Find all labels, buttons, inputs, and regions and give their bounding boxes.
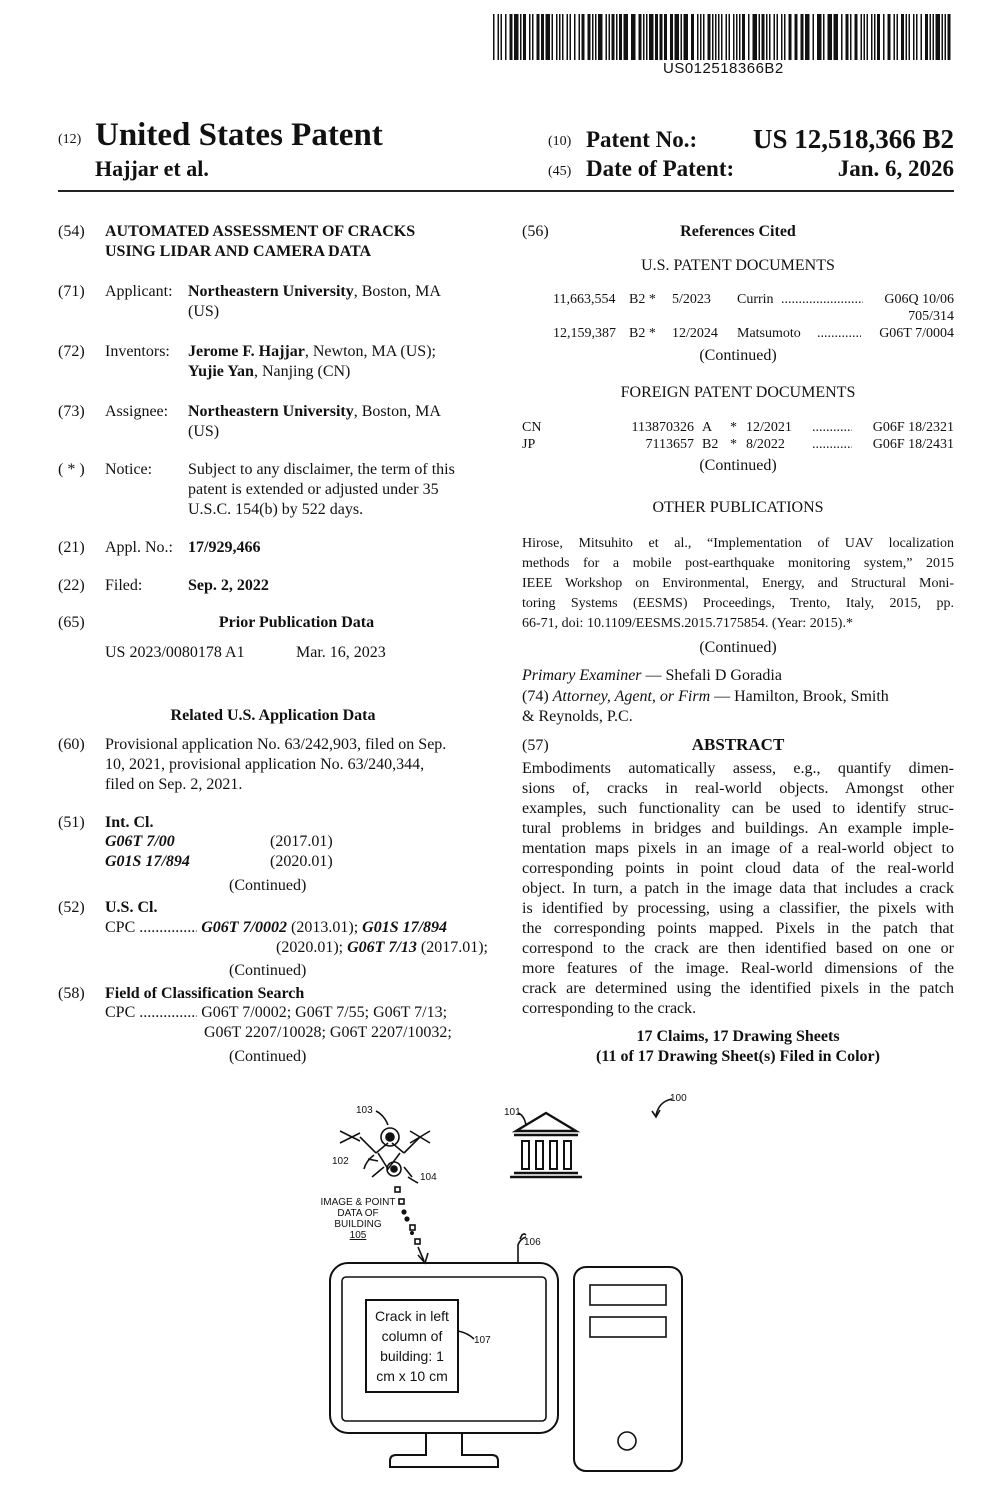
- us-cl-leader: [139, 918, 197, 938]
- code-74: (74): [522, 688, 549, 705]
- barcode-bar: [729, 14, 731, 60]
- appl-no: 17/929,466: [188, 539, 261, 556]
- barcode-bar: [579, 14, 581, 60]
- barcode-bar: [592, 14, 594, 60]
- barcode-bar: [784, 14, 786, 60]
- code-56: (56): [522, 223, 549, 240]
- related-line-2: 10, 2021, provisional application No. 63/240,344,: [105, 756, 425, 773]
- barcode-bar: [708, 14, 711, 60]
- abstract-line: crack are determined using the identified pixels in the patch: [522, 980, 954, 997]
- barcode-bar: [541, 14, 544, 60]
- us-cl-cpc-label: CPC: [105, 919, 136, 936]
- foreign-doc-number: 113870326: [631, 420, 694, 435]
- barcode-bar: [609, 14, 611, 60]
- field-search-line-1: [105, 1003, 447, 1023]
- barcode-bar: [753, 14, 758, 60]
- foreign-doc-leader: [812, 419, 852, 436]
- other-pubs-heading: OTHER PUBLICATIONS: [652, 499, 824, 516]
- barcode-bar: [612, 14, 615, 60]
- abstract-line: correspond to the crack are then identified based on one or: [522, 940, 954, 957]
- barcode-bar: [681, 14, 683, 60]
- barcode-bar: [574, 14, 576, 60]
- crack-report-line-4: cm x 10 cm: [376, 1368, 448, 1384]
- crack-report-line-3: building: 1: [380, 1348, 444, 1364]
- foreign-doc-country: CN: [522, 420, 542, 435]
- us-doc-row: [545, 325, 954, 342]
- patent-number: US 12,518,366 B2: [752, 124, 954, 154]
- header-rule: [58, 190, 954, 192]
- barcode-bar: [888, 14, 891, 60]
- inventor-1-name: Jerome F. Hajjar: [188, 343, 305, 360]
- barcode-bar: [861, 14, 863, 60]
- barcode-bar: [871, 14, 873, 60]
- barcode-bar: [774, 14, 776, 60]
- barcode-bar: [733, 14, 735, 60]
- barcode-bar: [777, 14, 779, 60]
- foreign-doc-class: G06F 18/2321: [872, 420, 954, 435]
- barcode-bar: [523, 14, 526, 60]
- invention-title-1: AUTOMATED ASSESSMENT OF CRACKS: [105, 223, 416, 240]
- barcode-bar: [588, 14, 591, 60]
- barcode-bar: [813, 14, 815, 60]
- us-doc-date: 5/2023: [672, 292, 711, 307]
- barcode-bar: [556, 14, 558, 60]
- abstract-body: [522, 759, 954, 1019]
- us-docs-continued: (Continued): [699, 347, 777, 364]
- filed-date: Sep. 2, 2022: [188, 577, 269, 594]
- ref-105-label: 105: [349, 1230, 367, 1241]
- barcode-graphic: [493, 14, 953, 60]
- int-cl-heading: Int. Cl.: [105, 814, 154, 831]
- barcode-bar: [942, 14, 944, 60]
- barcode-bar: [697, 14, 699, 60]
- notice-text-3: U.S.C. 154(b) by 522 days.: [188, 501, 364, 518]
- applicant-name: Northeastern University: [188, 283, 354, 300]
- notice-text-2: patent is extended or adjusted under 35: [188, 481, 439, 498]
- related-line-1: Provisional application No. 63/242,903, filed on Sep.: [105, 736, 447, 753]
- ref-107-label: 107: [474, 1335, 491, 1346]
- barcode-bar: [655, 14, 658, 60]
- barcode-bar: [715, 14, 717, 60]
- barcode-bar: [759, 14, 761, 60]
- barcode-bar: [834, 14, 839, 60]
- abstract-line: is identified by processing, using a classifier, the pixels with: [522, 900, 954, 917]
- barcode-bar: [505, 14, 507, 60]
- barcode-bar: [766, 14, 768, 60]
- barcode-bar: [781, 14, 783, 60]
- barcode-bar: [649, 14, 654, 60]
- foreign-doc-country: JP: [522, 437, 536, 452]
- barcode-bar: [921, 14, 923, 60]
- prior-pub-date: Mar. 16, 2023: [296, 644, 386, 661]
- barcode-bar: [529, 14, 531, 60]
- barcode-bar: [913, 14, 915, 60]
- code-10: (10): [548, 134, 572, 149]
- assignee-name: Northeastern University: [188, 403, 354, 420]
- barcode-bar: [664, 14, 667, 60]
- code-65: (65): [58, 614, 85, 631]
- barcode-bar: [670, 14, 673, 60]
- applicant-location: , Boston, MA: [353, 283, 441, 300]
- us-cl-heading: U.S. Cl.: [105, 899, 158, 916]
- barcode-bar: [514, 14, 519, 60]
- barcode-bar: [828, 14, 833, 60]
- assignee-location: , Boston, MA: [353, 403, 441, 420]
- us-cl-class-2: G01S 17/894: [362, 919, 448, 936]
- barcode-bar: [823, 14, 825, 60]
- int-cl-2: G01S 17/894: [105, 853, 190, 870]
- code-notice: ( * ): [58, 461, 85, 478]
- barcode-bar: [570, 14, 572, 60]
- abstract-line: corresponding to the crack.: [522, 1000, 697, 1017]
- int-cl-1: G06T 7/00: [105, 833, 175, 850]
- barcode-bar: [660, 14, 663, 60]
- barcode-bar: [936, 14, 941, 60]
- barcode-bar: [855, 14, 858, 60]
- us-doc-kind: B2 *: [629, 292, 656, 307]
- code-58: (58): [58, 985, 85, 1002]
- barcode-bar: [795, 14, 798, 60]
- barcode-bar: [552, 14, 554, 60]
- assignee-country: (US): [188, 423, 220, 440]
- barcode-bar: [874, 14, 876, 60]
- barcode-bar: [631, 14, 636, 60]
- barcode-bar: [789, 14, 792, 60]
- related-line-3: filed on Sep. 2, 2021.: [105, 776, 243, 793]
- abstract-line: sions of, cracks in real-world objects. Amongst other: [522, 780, 954, 797]
- monitor-frame: [330, 1263, 558, 1433]
- notice-label: Notice:: [105, 461, 153, 478]
- foreign-continued: (Continued): [699, 457, 777, 474]
- other-pubs-line-5: 66-71, doi: 10.1109/EESMS.2015.7175854. (Year: 2015).*: [522, 616, 853, 631]
- barcode-bar: [562, 14, 564, 60]
- other-pubs-line-1: Hirose, Mitsuhito et al., “Implementation of UAV localization: [522, 536, 954, 551]
- barcode-bar: [675, 14, 680, 60]
- inventor-2-name: Yujie Yan: [188, 363, 254, 380]
- patent-no-label: Patent No.:: [586, 127, 698, 152]
- us-doc-row: [545, 291, 954, 308]
- barcode-bar: [945, 14, 947, 60]
- barcode-bar: [736, 14, 738, 60]
- us-doc-number: 12,159,387: [553, 326, 616, 341]
- us-doc-leader: [817, 325, 861, 342]
- barcode-bar: [897, 14, 899, 60]
- barcode: [493, 14, 953, 60]
- foreign-heading: FOREIGN PATENT DOCUMENTS: [620, 384, 856, 401]
- ref-101-label: 101: [504, 1107, 521, 1118]
- claims-count: 17 Claims, 17 Drawing Sheets: [636, 1028, 840, 1045]
- appl-no-label: Appl. No.:: [105, 539, 173, 556]
- code-21: (21): [58, 539, 85, 556]
- barcode-bar: [718, 14, 720, 60]
- barcode-bar: [867, 14, 869, 60]
- attorney-line-2: & Reynolds, P.C.: [522, 708, 633, 725]
- attorney-label: Attorney, Agent, or Firm: [552, 688, 711, 705]
- barcode-bar: [703, 14, 705, 60]
- barcode-bar: [582, 14, 585, 60]
- us-cl-line-2: [276, 938, 488, 958]
- code-51: (51): [58, 814, 85, 831]
- us-doc-date: 12/2024: [672, 326, 718, 341]
- crack-report-line-2: column of: [381, 1328, 443, 1344]
- barcode-bar: [762, 14, 765, 60]
- patent-title: United States Patent: [95, 117, 383, 153]
- abstract-line: object. In turn, a patch in the image data that includes a crack: [522, 880, 954, 897]
- us-doc-name: Matsumoto: [737, 326, 801, 341]
- us-cl-date-2: (2020.01);: [276, 939, 348, 956]
- barcode-bar: [877, 14, 880, 60]
- inventor-1-location: , Newton, MA (US);: [304, 343, 436, 360]
- barcode-bar: [712, 14, 714, 60]
- abstract-line: the corresponding points mapped. Pixels in the patch that: [522, 920, 954, 937]
- foreign-doc-date: 8/2022: [746, 437, 785, 452]
- int-cl-2-date: (2020.01): [270, 853, 333, 870]
- inventors-label: Inventors:: [105, 343, 170, 360]
- data-label-3: BUILDING: [334, 1219, 382, 1230]
- applicant-label: Applicant:: [105, 283, 173, 300]
- us-docs-heading: U.S. PATENT DOCUMENTS: [641, 257, 835, 274]
- barcode-bar: [925, 14, 928, 60]
- barcode-bar: [537, 14, 540, 60]
- attorney: [522, 687, 889, 707]
- field-search-continued: (Continued): [229, 1048, 307, 1065]
- code-71: (71): [58, 283, 85, 300]
- barcode-bar: [850, 14, 852, 60]
- inventor-short: Hajjar et al.: [95, 156, 209, 181]
- us-cl-class-3: G06T 7/13: [347, 939, 417, 956]
- code-22: (22): [58, 577, 85, 594]
- inventor-1: [188, 342, 436, 362]
- barcode-bar: [684, 14, 689, 60]
- filed-label: Filed:: [105, 577, 143, 594]
- us-doc-class: G06Q 10/06: [884, 292, 954, 307]
- barcode-bar: [606, 14, 608, 60]
- examiner-label: Primary Examiner: [522, 667, 642, 684]
- barcode-bar: [846, 14, 849, 60]
- patent-date: Jan. 6, 2026: [837, 156, 954, 181]
- code-54: (54): [58, 223, 85, 240]
- ref-100-label: 100: [670, 1093, 687, 1104]
- barcode-bar: [595, 14, 597, 60]
- barcode-bar: [546, 14, 551, 60]
- drawing-sheets: (11 of 17 Drawing Sheet(s) Filed in Color): [596, 1048, 880, 1065]
- foreign-doc-row: [522, 419, 954, 436]
- abstract-line: corresponding points in point cloud data of the real-world: [522, 860, 954, 877]
- abstract-line: more features of the image. Real-world dimensions of the: [522, 960, 954, 977]
- barcode-bar: [520, 14, 522, 60]
- prior-pub-number: US 2023/0080178 A1: [105, 644, 245, 661]
- ref-104-label: 104: [420, 1172, 437, 1183]
- foreign-doc-date: 12/2021: [746, 420, 792, 435]
- code-57: (57): [522, 737, 549, 754]
- us-cl-continued: (Continued): [229, 962, 307, 979]
- field-search-heading: Field of Classification Search: [105, 985, 305, 1002]
- barcode-bar: [901, 14, 904, 60]
- barcode-bar: [739, 14, 741, 60]
- us-doc-number: 11,663,554: [553, 292, 616, 307]
- barcode-bar: [909, 14, 911, 60]
- barcode-bar: [906, 14, 908, 60]
- barcode-bar: [501, 14, 503, 60]
- barcode-bar: [726, 14, 728, 60]
- prior-pub-heading: Prior Publication Data: [218, 614, 375, 631]
- barcode-bar: [721, 14, 723, 60]
- assignee-label: Assignee:: [105, 403, 169, 420]
- barcode-bar: [532, 14, 534, 60]
- drone-icon: [340, 1128, 430, 1177]
- assignee: [188, 402, 441, 422]
- abstract-heading: ABSTRACT: [691, 735, 785, 754]
- barcode-bar: [624, 14, 629, 60]
- monitor-screen: [342, 1277, 546, 1421]
- inventor-2-location: , Nanjing (CN): [253, 363, 351, 380]
- notice-text-1: Subject to any disclaimer, the term of this: [188, 461, 455, 478]
- barcode-bar: [700, 14, 702, 60]
- barcode-bar: [933, 14, 935, 60]
- us-doc-kind: B2 *: [629, 326, 656, 341]
- examiner-dash: —: [641, 667, 666, 684]
- foreign-doc-kind: B2: [702, 437, 719, 452]
- ref-106-label: 106: [524, 1237, 541, 1248]
- barcode-bar: [916, 14, 918, 60]
- foreign-doc-star: *: [730, 437, 737, 452]
- barcode-bar: [691, 14, 694, 60]
- barcode-bar: [619, 14, 622, 60]
- barcode-bar: [498, 14, 500, 60]
- references-heading: References Cited: [680, 223, 796, 240]
- foreign-doc-kind: A: [702, 420, 713, 435]
- abstract-line: examples, such functionality can be used to identify struc-: [522, 800, 954, 817]
- crack-report-line-1: Crack in left: [375, 1308, 449, 1324]
- ref-103-label: 103: [356, 1105, 373, 1116]
- barcode-bar: [598, 14, 603, 60]
- barcode-bar: [742, 14, 745, 60]
- other-pubs-line-2: methods for a mobile post-earthquake monitoring system,” 2015: [522, 556, 954, 571]
- ref-102-label: 102: [332, 1156, 349, 1167]
- us-doc-class-secondary: 705/314: [908, 309, 954, 324]
- attorney-line-1: Hamilton, Brook, Smith: [734, 688, 889, 705]
- foreign-doc-row: [522, 436, 954, 453]
- barcode-bar: [930, 14, 932, 60]
- invention-title-2: USING LIDAR AND CAMERA DATA: [105, 243, 372, 260]
- code-72: (72): [58, 343, 85, 360]
- date-label: Date of Patent:: [586, 156, 735, 181]
- field-search-classes-2: G06T 2207/10028; G06T 2207/10032;: [204, 1024, 452, 1041]
- barcode-bar: [805, 14, 810, 60]
- us-cl-date-1: (2013.01);: [287, 919, 363, 936]
- code-12: (12): [58, 132, 82, 147]
- code-60: (60): [58, 736, 85, 753]
- applicant: [188, 282, 441, 302]
- data-label-1: IMAGE & POINT: [320, 1197, 396, 1208]
- building-icon: [510, 1113, 582, 1177]
- barcode-bar: [643, 14, 645, 60]
- code-52: (52): [58, 899, 85, 916]
- barcode-bar: [616, 14, 618, 60]
- barcode-bar: [639, 14, 642, 60]
- abstract-line: tural problems in bridges and buildings. An example imple-: [522, 820, 954, 837]
- us-doc-class: G06T 7/0004: [879, 326, 954, 341]
- us-cl-line-1: [105, 918, 447, 938]
- barcode-bar: [864, 14, 866, 60]
- other-pubs-line-4: toring Systems (EESMS) Proceedings, Trento, Italy, 2015, pp.: [522, 596, 954, 611]
- abstract-line: mentation maps pixels in an image of a real-world object to: [522, 840, 954, 857]
- barcode-bar: [948, 14, 951, 60]
- primary-examiner: [522, 666, 782, 686]
- applicant-country: (US): [188, 303, 220, 320]
- barcode-bar: [841, 14, 843, 60]
- abstract-line: Embodiments automatically assess, e.g., quantify dimen-: [522, 760, 954, 777]
- barcode-bar: [510, 14, 513, 60]
- field-search-leader: [139, 1003, 197, 1023]
- examiner-name: Shefali D Goradia: [665, 667, 782, 684]
- barcode-bar: [894, 14, 896, 60]
- related-heading: Related U.S. Application Data: [170, 707, 376, 724]
- us-cl-date-3: (2017.01);: [416, 939, 488, 956]
- barcode-bar: [769, 14, 771, 60]
- us-cl-class-1: G06T 7/0002: [201, 919, 288, 936]
- barcode-bar: [559, 14, 561, 60]
- inventor-2: [188, 362, 350, 382]
- field-search-cpc-label: CPC: [105, 1004, 136, 1021]
- foreign-doc-number: 7113657: [645, 437, 694, 452]
- field-search-classes-1: G06T 7/0002; G06T 7/55; G06T 7/13;: [201, 1004, 448, 1021]
- representative-drawing: [300, 1085, 720, 1485]
- code-73: (73): [58, 403, 85, 420]
- barcode-bar: [817, 14, 822, 60]
- code-45: (45): [548, 164, 572, 179]
- other-pubs-continued: (Continued): [699, 639, 777, 656]
- barcode-bar: [748, 14, 750, 60]
- barcode-bar: [646, 14, 648, 60]
- barcode-bar: [883, 14, 885, 60]
- int-cl-1-date: (2017.01): [270, 833, 333, 850]
- barcode-number: US012518366B2: [663, 60, 784, 77]
- us-doc-leader: [781, 291, 863, 308]
- barcode-bar: [493, 14, 495, 60]
- barcode-bar: [801, 14, 804, 60]
- foreign-doc-class: G06F 18/2431: [872, 437, 954, 452]
- foreign-doc-star: *: [730, 420, 737, 435]
- int-cl-continued: (Continued): [229, 877, 307, 894]
- foreign-doc-leader: [812, 436, 852, 453]
- attorney-dash: —: [710, 688, 735, 705]
- data-label-2: DATA OF: [337, 1208, 379, 1219]
- us-doc-name: Currin: [737, 292, 774, 307]
- other-pubs-line-3: IEEE Workshop on Environmental, Energy, and Structural Moni-: [522, 576, 954, 591]
- barcode-bar: [567, 14, 569, 60]
